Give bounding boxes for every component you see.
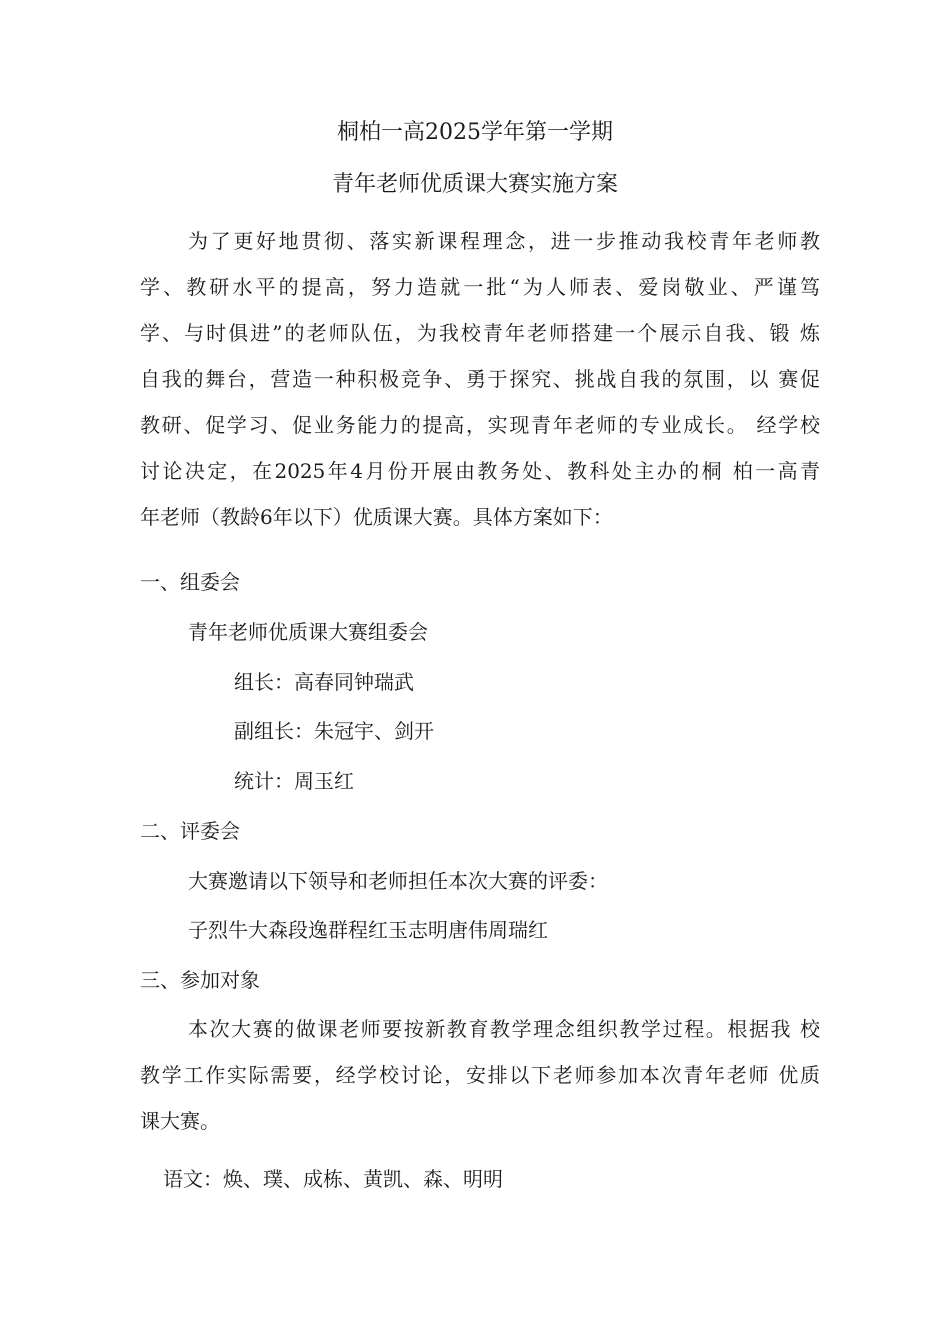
section3-line: 课大赛。 xyxy=(140,1109,220,1133)
committee-statistics: 统计：周玉红 xyxy=(234,769,354,793)
intro-line: 自我的舞台，营造一种积极竞争、勇于探究、挑战自我的氛围，以 赛促 xyxy=(140,367,820,391)
committee-leader: 组长：高春同钟瑞武 xyxy=(234,670,414,694)
intro-paragraph xyxy=(140,224,820,546)
chinese-teachers-list: 语文：焕、璞、成栋、黄凯、森、明明 xyxy=(163,1167,503,1191)
section3-line: 教学工作实际需要，经学校讨论，安排以下老师参加本次青年老师 优质 xyxy=(140,1063,820,1087)
committee-deputy-leader: 副组长：朱冠宇、剑开 xyxy=(234,719,434,743)
document-title-line1: 桐柏一高2025学年第一学期 xyxy=(337,120,613,145)
intro-line: 学、与时俱进”的老师队伍，为我校青年老师搭建一个展示自我、锻 炼 xyxy=(140,321,820,345)
intro-line: 教研、促学习、促业务能力的提高，实现青年老师的专业成长。 经学校 xyxy=(140,413,820,437)
intro-line: 为了更好地贯彻、落实新课程理念，进一步推动我校青年老师教 xyxy=(188,229,820,253)
document-title-line2: 青年老师优质课大赛实施方案 xyxy=(331,172,618,197)
intro-line: 讨论决定，在2025年4月份开展由教务处、教科处主办的桐 柏一高青 xyxy=(140,459,820,483)
section3-heading: 三、参加对象 xyxy=(140,968,260,992)
judges-invite-text: 大赛邀请以下领导和老师担任本次大赛的评委： xyxy=(188,869,608,893)
intro-line: 年老师（教龄6年以下）优质课大赛。具体方案如下： xyxy=(140,505,613,529)
section3-line: 本次大赛的做课老师要按新教育教学理念组织教学过程。根据我 校 xyxy=(188,1017,820,1041)
intro-line: 学、教研水平的提高，努力造就一批“为人师表、爱岗敬业、严谨笃 xyxy=(140,275,820,299)
section1-heading: 一、组委会 xyxy=(140,570,240,594)
judges-list: 子烈牛大森段逸群程红玉志明唐伟周瑞红 xyxy=(188,918,548,942)
section3-paragraph xyxy=(140,1012,820,1150)
section2-heading: 二、评委会 xyxy=(140,819,240,843)
committee-name: 青年老师优质课大赛组委会 xyxy=(188,620,428,644)
